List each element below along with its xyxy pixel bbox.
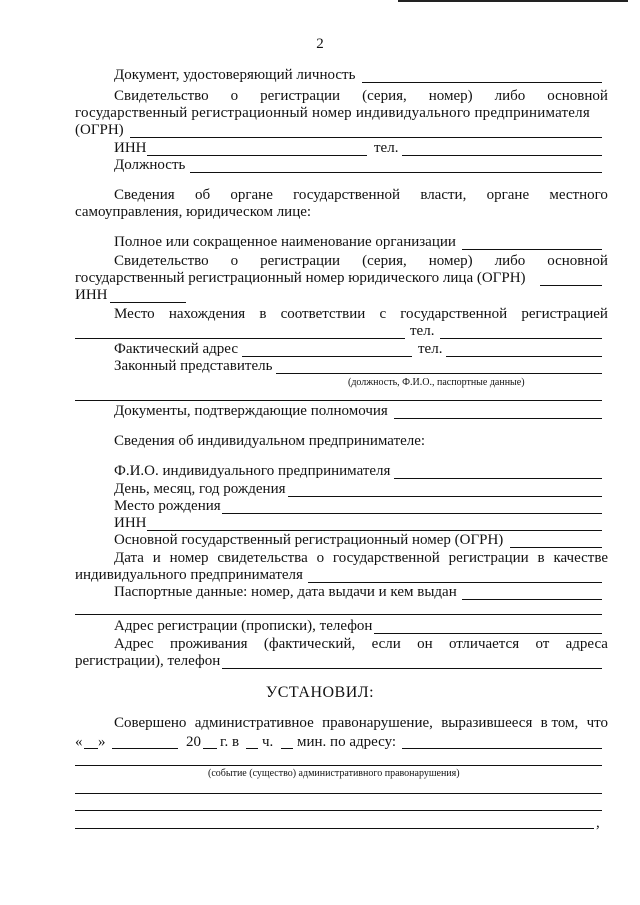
ie-passport-field-2[interactable] (75, 614, 602, 615)
authority-docs-label: Документы, подтверждающие полномочия (114, 403, 388, 419)
org-cert-line-2: государственный регистрационный номер юридического лица (ОГРН) (75, 270, 526, 286)
location-field[interactable] (75, 338, 405, 339)
authority-heading-2: самоуправления, юридическом лице: (75, 204, 312, 220)
ie-reg-address-field[interactable] (374, 633, 602, 634)
event-field-2[interactable] (75, 793, 602, 794)
date-quote-close: » (98, 734, 106, 750)
legal-rep-field-2[interactable] (75, 400, 602, 401)
ie-res-line-2: регистрации), телефон (75, 653, 221, 669)
actual-tel-label: тел. (418, 341, 443, 357)
ie-reg-line-1: Дата и номер свидетельства о государственной регистрации в качестве (114, 550, 608, 566)
ie-birth-place-label: Место рождения (114, 498, 221, 514)
month-field[interactable] (112, 748, 178, 749)
hour-label: ч. (262, 734, 274, 750)
tel-field[interactable] (402, 155, 602, 156)
ie-ogrn-field[interactable] (510, 547, 602, 548)
ie-reg-address-label: Адрес регистрации (прописки), телефон (114, 618, 373, 634)
event-field-3[interactable] (75, 810, 602, 811)
location-tel-field[interactable] (440, 338, 602, 339)
entrepreneur-heading: Сведения об индивидуальном предпринимателе: (114, 433, 426, 449)
hour-field[interactable] (246, 748, 258, 749)
event-field-1[interactable] (75, 765, 602, 766)
org-name-label: Полное или сокращенное наименование организации (114, 234, 456, 250)
org-inn-label: ИНН (75, 287, 108, 303)
identity-doc-label: Документ, удостоверяющий личность (114, 67, 356, 83)
actual-address-label: Фактический адрес (114, 341, 238, 357)
ie-passport-label: Паспортные данные: номер, дата выдачи и кем выдан (114, 584, 457, 600)
ie-birth-place-field[interactable] (222, 513, 602, 514)
legal-rep-field[interactable] (276, 373, 602, 374)
ie-inn-label: ИНН (114, 515, 147, 531)
inn-label: ИНН (114, 140, 147, 156)
cert-line-1: Свидетельство о регистрации (серия, номер) либо основной (114, 88, 608, 104)
tel-label: тел. (374, 140, 399, 156)
ie-passport-field[interactable] (462, 599, 602, 600)
ie-birth-date-field[interactable] (288, 496, 602, 497)
ie-fio-label: Ф.И.О. индивидуального предпринимателя (114, 463, 391, 479)
org-inn-field[interactable] (110, 302, 186, 303)
ie-res-field[interactable] (222, 668, 602, 669)
page-number: 2 (316, 36, 324, 52)
ie-ogrn-label: Основной государственный регистрационный номер (ОГРН) (114, 532, 504, 548)
legal-rep-caption: (должность, Ф.И.О., паспортные данные) (348, 377, 525, 388)
cert-line-2: государственный регистрационный номер индивидуального предпринимателя (75, 105, 590, 121)
day-field[interactable] (84, 748, 98, 749)
year-field[interactable] (203, 748, 217, 749)
offense-line-1: Совершено административное правонарушение, выразившееся в том, что (114, 715, 608, 731)
authority-heading-1: Сведения об органе государственной власти, органе местного (114, 187, 608, 203)
actual-tel-field[interactable] (446, 356, 602, 357)
org-cert-line-1: Свидетельство о регистрации (серия, номер) либо основной (114, 253, 608, 269)
min-address-label: мин. по адресу: (297, 734, 397, 750)
ie-birth-date-label: День, месяц, год рождения (114, 481, 286, 497)
legal-rep-label: Законный представитель (114, 358, 273, 374)
authority-docs-field[interactable] (394, 418, 602, 419)
location-tel-label: тел. (410, 323, 435, 339)
identity-doc-field[interactable] (362, 82, 602, 83)
final-comma: , (596, 815, 600, 831)
ie-fio-field[interactable] (394, 478, 602, 479)
ie-res-line-1: Адрес проживания (фактический, если он отличается от адреса (114, 636, 608, 652)
position-label: Должность (114, 157, 186, 173)
ogrn-label: (ОГРН) (75, 122, 124, 138)
year-prefix: 20 (186, 734, 201, 750)
position-field[interactable] (190, 172, 602, 173)
org-name-field[interactable] (462, 249, 602, 250)
org-ogrn-field[interactable] (540, 285, 602, 286)
location-line-1: Место нахождения в соответствии с государственной регистрацией (114, 306, 608, 322)
date-quote-open: « (75, 734, 83, 750)
ie-reg-line-2: индивидуального предпринимателя (75, 567, 303, 583)
minute-field[interactable] (281, 748, 293, 749)
top-rule (398, 0, 628, 2)
event-field-4[interactable] (75, 828, 594, 829)
established-title: УСТАНОВИЛ: (265, 684, 375, 701)
ogrn-field[interactable] (130, 137, 602, 138)
event-caption: (событие (существо) административного правонарушения) (208, 768, 460, 779)
year-suffix: г. в (220, 734, 240, 750)
offense-address-field[interactable] (402, 748, 602, 749)
